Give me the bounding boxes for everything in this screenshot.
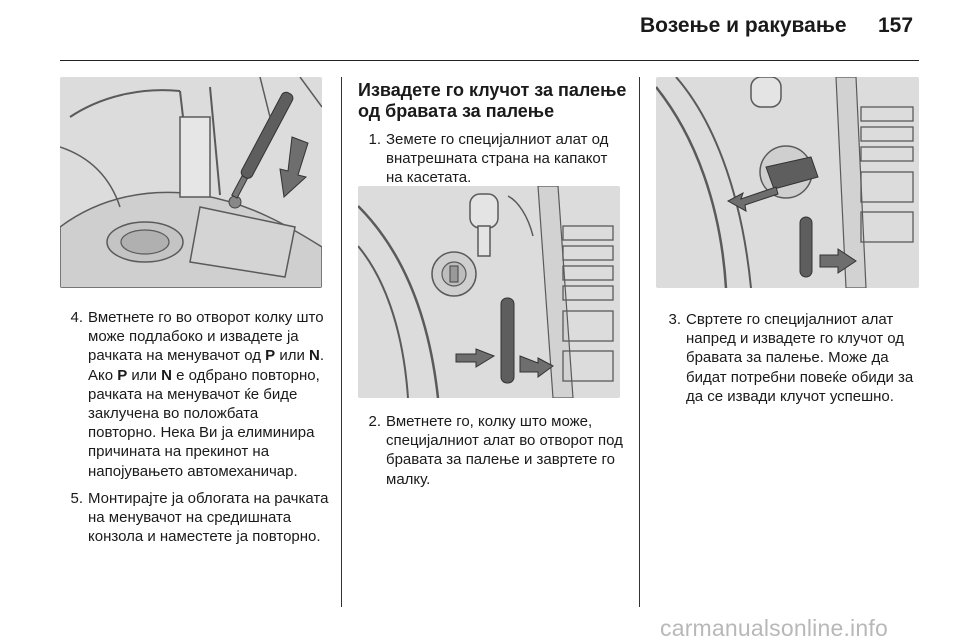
section-heading: Извадете го клучот за палење од бравата за палење — [358, 80, 627, 121]
page-header-title: Возење и ракување — [640, 14, 847, 37]
step-4 — [60, 308, 330, 481]
step-text-run: или — [275, 347, 310, 365]
step-number: 4. — [70, 309, 83, 326]
step-number: 2. — [368, 413, 381, 430]
gear-position-label: N — [161, 366, 172, 384]
step-number: 3. — [668, 311, 681, 328]
step-text — [88, 489, 330, 547]
step-text — [88, 308, 330, 481]
step-number: 1. — [368, 131, 381, 148]
gear-position-label: N — [309, 347, 320, 365]
watermark: carmanualsonline.info — [660, 615, 888, 641]
column-divider-left — [341, 77, 342, 607]
illustration-ignition-tool-insert — [358, 186, 620, 398]
step-2 — [358, 412, 628, 489]
column-divider-right — [639, 77, 640, 607]
page-number: 157 — [878, 14, 914, 37]
gear-position-label: P — [117, 366, 128, 384]
step-text: Свртете го специјалниот алат напред и извадете го клучот од бравата за палење. Може да бидат потребни повеќе обиди за да се извади клучот успешно. — [686, 311, 914, 405]
column-3-step-3 — [658, 310, 926, 414]
gear-position-label: P — [265, 347, 276, 365]
step-text: Вметнете го, колку што може, специјалниот алат во отворот под бравата за палење и завртете го малку. — [386, 413, 623, 488]
step-text-run: е одбрано повторно, рачката на менувачот ќе биде заклучена во положбата повторно. Нека Ви ја елиминира причината на прекинот на напојувањето автомеханичар. — [88, 366, 320, 480]
illustration-gear-lever-tool — [60, 77, 322, 288]
step-text-run: Вметнете го во отворот колку што може подлабоко и извадете ја рачката на менувачот од — [88, 309, 324, 365]
column-1-steps — [60, 308, 330, 554]
step-text-run: или — [127, 366, 162, 384]
column-2-section — [358, 80, 628, 196]
step-text-run: . Ако — [88, 347, 325, 384]
step-5 — [60, 489, 330, 547]
step-1 — [358, 130, 628, 188]
step-text-run: Монтирајте ја облогата на рачката на менувачот на средишната конзола и наместете ја повторно. — [88, 489, 329, 546]
header-rule — [60, 60, 919, 61]
step-text: Земете го специјалниот алат од внатрешната страна на капакот на касетата. — [386, 131, 609, 187]
step-3 — [658, 310, 926, 406]
column-2-step-2 — [358, 412, 628, 497]
step-number: 5. — [70, 489, 83, 507]
illustration-key-removal — [656, 77, 919, 288]
